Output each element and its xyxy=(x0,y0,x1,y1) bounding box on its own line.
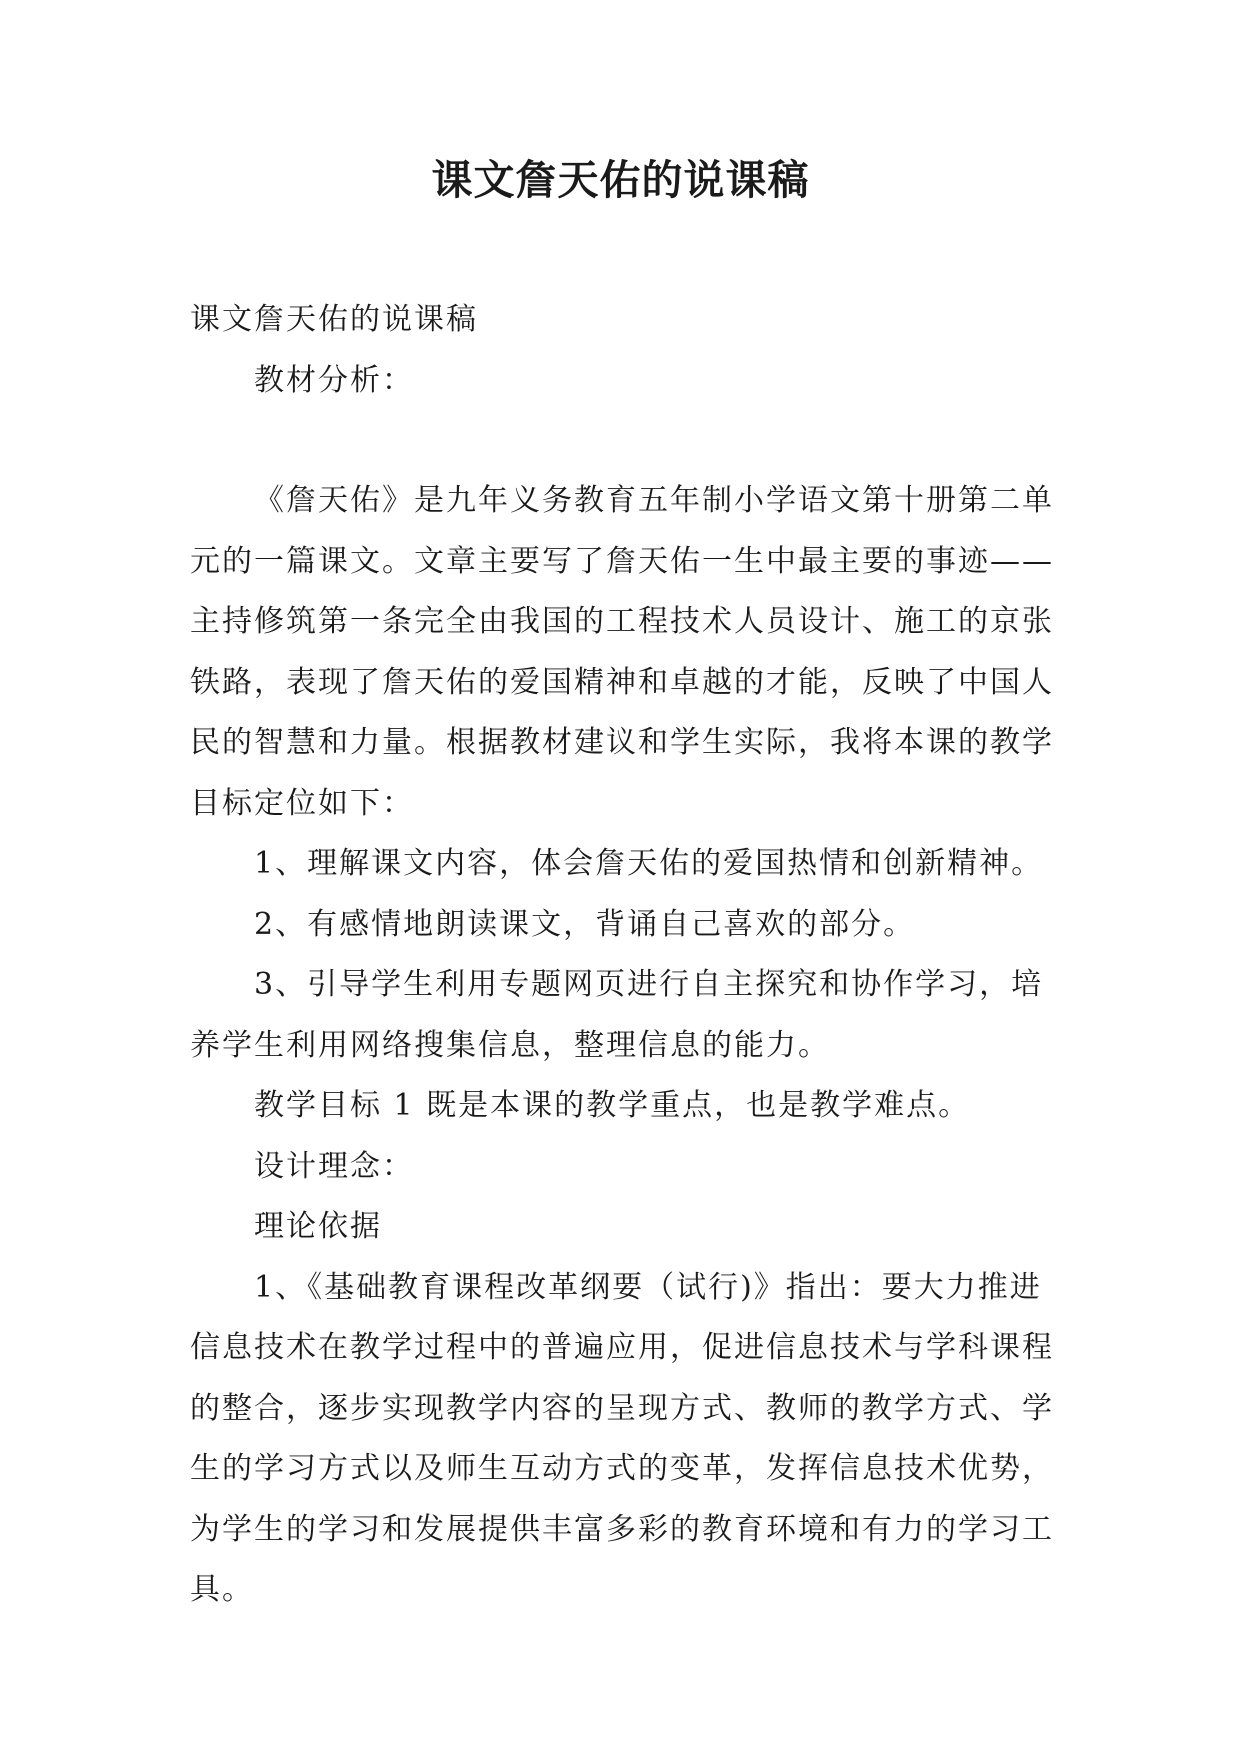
goal-item-1: 1、理解课文内容，体会詹天佑的爱国热情和创新精神。 xyxy=(254,846,1044,881)
section-heading-design-concept: 设计理念： xyxy=(254,1148,414,1184)
paragraph-key-point: 教学目标 1 既是本课的教学重点，也是教学难点。 xyxy=(254,1088,971,1123)
document-body xyxy=(190,290,1070,1621)
blank-line xyxy=(190,411,1070,471)
section-heading-theory: 理论依据 xyxy=(254,1209,382,1244)
body-heading: 课文詹天佑的说课稿 xyxy=(190,302,478,337)
paragraph-intro: 《詹天佑》是九年义务教育五年制小学语文第十册第二单元的一篇课文。文章主要写了詹天佑一生中最主要的事迹——主持修筑第一条完全由我国的工程技术人员设计、施工的京张铁路，表现了詹天佑的爱国精神和卓越的才能，反映了中国人民的智慧和力量。根据教材建议和学生实际，我将本课的教学目标定位如下： xyxy=(190,483,1054,821)
goal-item-2: 2、有感情地朗读课文，背诵自己喜欢的部分。 xyxy=(254,906,916,942)
document-title: 课文詹天佑的说课稿 xyxy=(431,156,810,204)
theory-item-1: 1、《基础教育课程改革纲要（试行)》指出：要大力推进信息技术在教学过程中的普遍应用，促进信息技术与学科课程的整合，逐步实现教学内容的呈现方式、教师的教学方式、学生的学习方式以及师生互动方式的变革，发挥信息技术优势，为学生的学习和发展提供丰富多彩的教育环境和有力的学习工具。 xyxy=(190,1269,1054,1607)
section-heading-textbook-analysis: 教材分析： xyxy=(254,362,414,398)
goal-item-3: 3、引导学生利用专题网页进行自主探究和协作学习，培养学生利用网络搜集信息，整理信息的能力。 xyxy=(190,967,1044,1063)
